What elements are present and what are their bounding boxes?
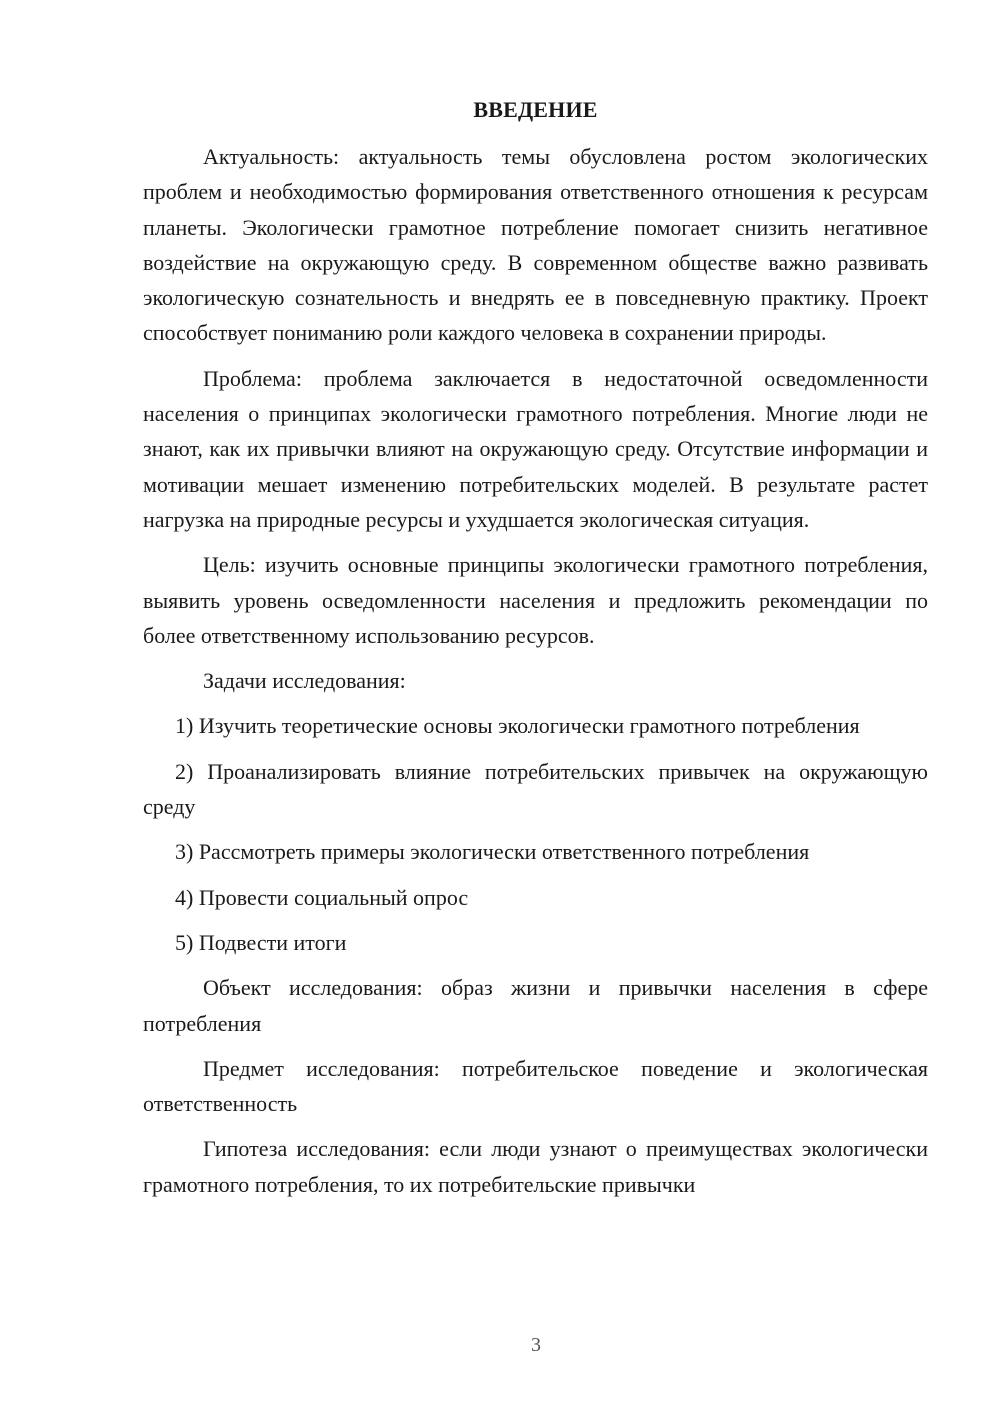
task-item-5: 5) Подвести итоги [175, 929, 347, 955]
paragraph-actuality: Актуальность: актуальность темы обусловлена ростом экологических проблем и необходимостью формирования ответственного отношения к ресурсам планеты. Экологически грамотное потребление помогает снизить негативное воздействие на окружающую среду. В современном обществе важно развивать экологическую сознательность и внедрять ее в повседневную практику. Проект способствует пониманию роли каждого человека в сохранении природы. [143, 144, 928, 346]
paragraph-goal: Цель: изучить основные принципы экологически грамотного потребления, выявить уровень осведомленности населения и предложить рекомендации по более ответственному использованию ресурсов. [143, 552, 928, 648]
task-item-2: 2) Проанализировать влияние потребительских привычек на окружающую среду [143, 758, 928, 820]
tasks-heading: Задачи исследования: [203, 668, 406, 694]
task-item-3: 3) Рассмотреть примеры экологически ответственного потребления [175, 839, 810, 865]
section-title: ВВЕДЕНИЕ [473, 97, 598, 122]
task-item-4: 4) Провести социальный опрос [175, 884, 469, 910]
page-number: 3 [531, 1334, 541, 1356]
document-page [143, 94, 928, 1202]
task-item-1: 1) Изучить теоретические основы экологически грамотного потребления [175, 713, 860, 739]
paragraph-problem: Проблема: проблема заключается в недостаточной осведомленности населения о принципах экологически грамотного потребления. Многие люди не знают, как их привычки влияют на окружающую среду. Отсутствие информации и мотивации мешает изменению потребительских моделей. В результате растет нагрузка на природные ресурсы и ухудшается экологическая ситуация. [143, 365, 928, 532]
paragraph-hypothesis: Гипотеза исследования: если люди узнают о преимуществах экологически грамотного потребления, то их потребительские привычки [143, 1136, 928, 1197]
paragraph-subject: Предмет исследования: потребительское поведение и экологическая ответственность [143, 1055, 928, 1117]
paragraph-object: Объект исследования: образ жизни и привычки населения в сфере потребления [143, 975, 928, 1036]
